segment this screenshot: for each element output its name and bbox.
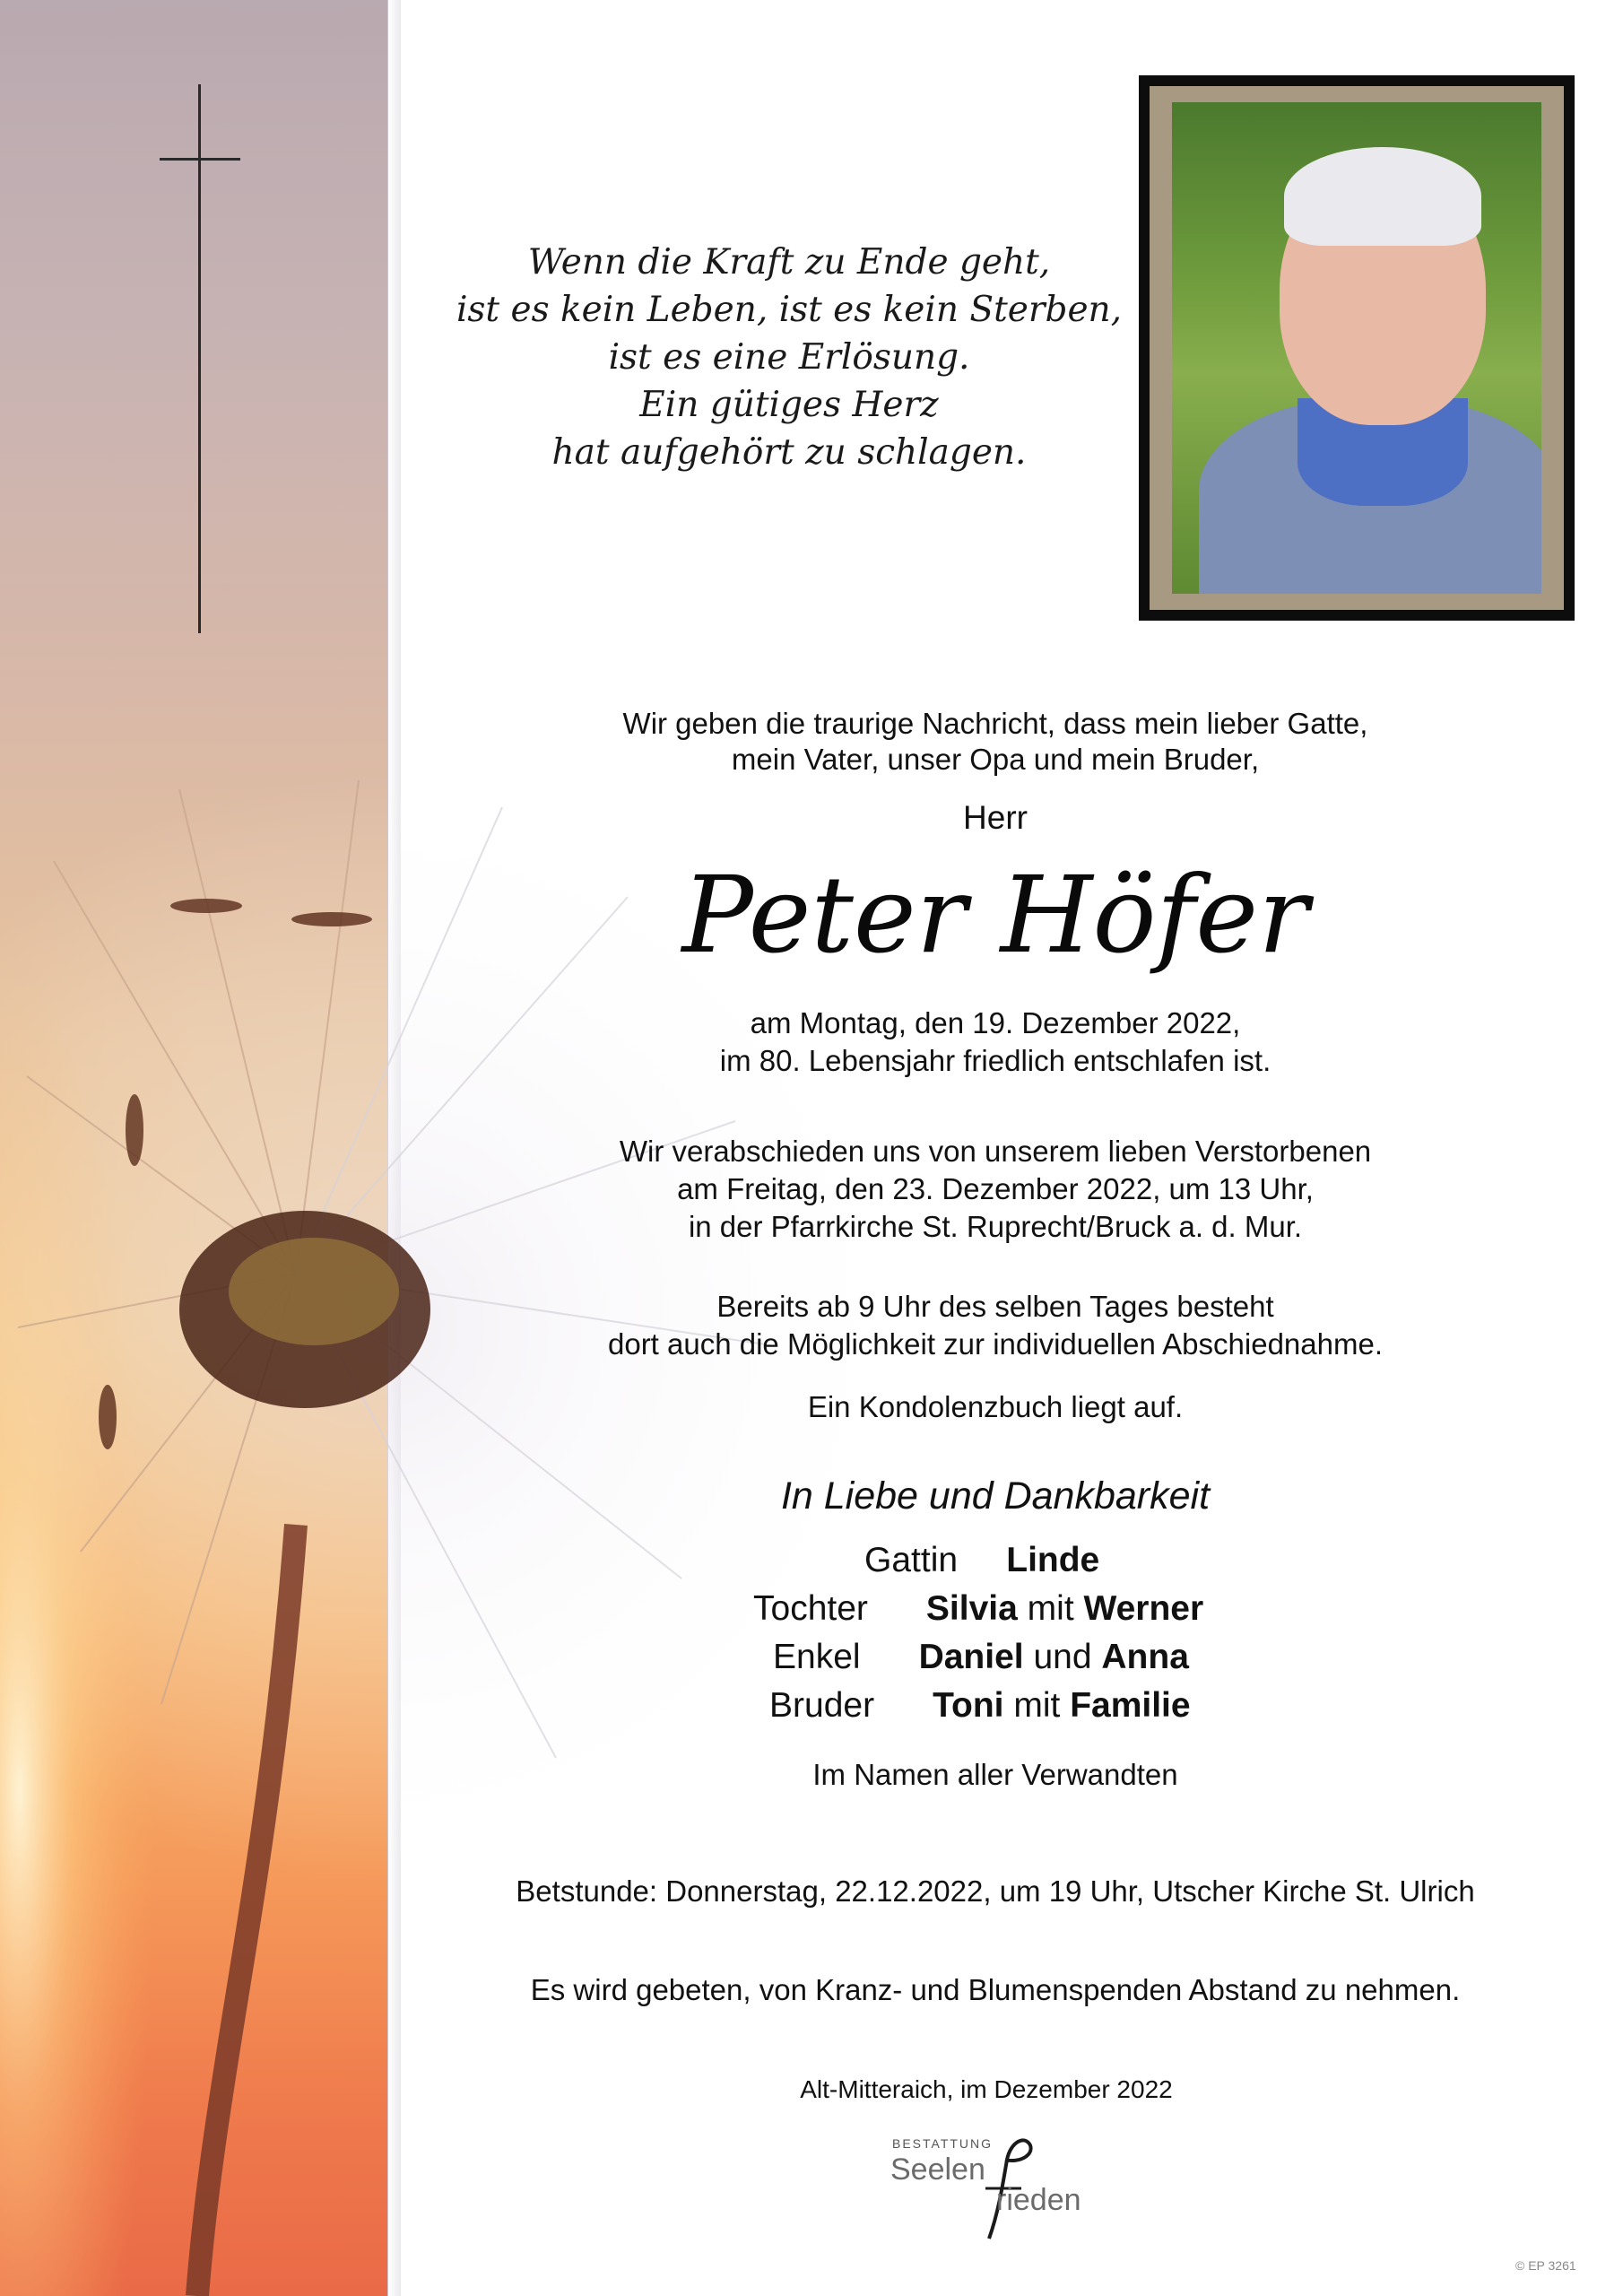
prayer-hour: Betstunde: Donnerstag, 22.12.2022, um 19 Uhr, Utscher Kirche St. Ulrich <box>516 1874 1475 1908</box>
portrait-photo <box>1172 102 1541 594</box>
logo-small-text: BESTATTUNG <box>892 2136 994 2151</box>
verse-line: ist es kein Leben, ist es kein Sterben, <box>456 290 1123 330</box>
mourner-row: Bruder Toni mit Familie <box>769 1686 1191 1725</box>
farewell-viewing: Bereits ab 9 Uhr des selben Tages besteht dort auch die Möglichkeit zur individuellen Abschiednahme. <box>607 1290 1383 1361</box>
death-notice: am Montag, den 19. Dezember 2022, im 80. Lebensjahr friedlich entschlafen ist. <box>719 1006 1271 1077</box>
verse-line: hat aufgehört zu schlagen. <box>551 432 1027 473</box>
announcement-intro: Wir geben die traurige Nachricht, dass mein lieber Gatte, mein Vater, unser Opa und mein Bruder, <box>622 707 1368 776</box>
mourner-row: Tochter Silvia mit Werner <box>753 1589 1204 1628</box>
verse-line: ist es eine Erlösung. <box>608 337 970 378</box>
portrait-frame <box>1139 75 1575 621</box>
product-code: © EP 3261 <box>1515 2258 1576 2273</box>
place-and-date: Alt-Mitteraich, im Dezember 2022 <box>800 2075 1173 2103</box>
gratitude-heading: In Liebe und Dankbarkeit <box>780 1474 1211 1518</box>
funeral-home-logo <box>890 2133 1097 2242</box>
portrait-mat <box>1150 86 1564 610</box>
relatives-note: Im Namen aller Verwandten <box>812 1758 1178 1791</box>
logo-word-frieden: rieden <box>996 2183 1081 2217</box>
logo-word-seelen: Seelen <box>890 2152 985 2187</box>
flower-donation-note: Es wird gebeten, von Kranz- und Blumenspenden Abstand zu nehmen. <box>530 1973 1461 2006</box>
verse-line: Ein gütiges Herz <box>639 385 939 425</box>
funeral-details: Wir verabschieden uns von unserem lieben Verstorbenen am Freitag, den 23. Dezember 2022, um 13 Uhr, in der Pfarrkirche St. Ruprecht/Bruck a. d. Mur. <box>619 1135 1372 1243</box>
deceased-name: Peter Höfer <box>681 853 1309 977</box>
mourner-row: Gattin Linde <box>864 1541 1100 1579</box>
salutation: Herr <box>963 799 1028 836</box>
condolence-book-note: Ein Kondolenzbuch liegt auf. <box>807 1390 1184 1423</box>
mourner-row: Enkel Daniel und Anna <box>773 1638 1189 1676</box>
memorial-verse <box>448 239 1130 476</box>
verse-line: Wenn die Kraft zu Ende geht, <box>527 242 1051 283</box>
